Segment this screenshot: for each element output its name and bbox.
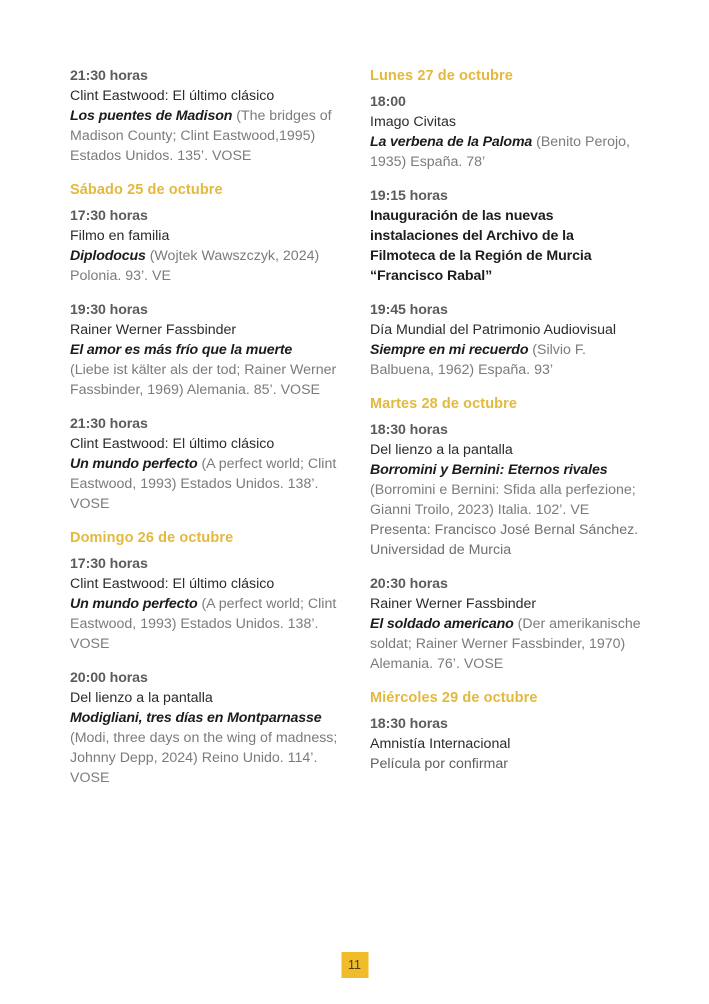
event-time: 18:00 <box>370 94 406 110</box>
event-time: 18:30 horas <box>370 716 448 732</box>
event-cycle: Del lienzo a la pantalla <box>70 690 213 706</box>
event-description <box>70 594 342 654</box>
event-cycle: Día Mundial del Patrimonio Audiovisual <box>370 322 617 338</box>
film-details: (The bridges of Madison County; Clint Eastwood,1995) Estados Unidos. 135’. VOSE <box>70 108 332 164</box>
event-time: 21:30 horas <box>70 68 148 84</box>
event-entry <box>370 300 642 380</box>
event-time: 20:30 horas <box>370 576 448 592</box>
film-title: Siempre en mi recuerdo <box>370 342 529 358</box>
event-status-text: Película por confirmar <box>370 756 508 772</box>
event-description <box>370 132 642 172</box>
event-description <box>70 106 342 166</box>
event-description <box>70 454 342 514</box>
film-details: (Benito Perojo, 1935) España. 78’ <box>370 134 630 170</box>
day-block <box>70 528 342 788</box>
event-time: 19:15 horas <box>370 188 448 204</box>
film-title: Modigliani, tres días en Montparnasse <box>70 710 322 726</box>
day-heading: Sábado 25 de octubre <box>70 182 223 198</box>
film-details: (Wojtek Wawszczyk, 2024) Polonia. 93’. VE <box>70 248 320 284</box>
event-cycle: Amnistía Internacional <box>370 736 511 752</box>
day-block <box>70 180 342 514</box>
film-details: (Silvio F. Balbuena, 1962) España. 93’ <box>370 342 586 378</box>
film-title: El amor es más frío que la muerte <box>70 342 293 358</box>
event-entry <box>70 206 342 286</box>
event-time: 17:30 horas <box>70 556 148 572</box>
event-headline: Inauguración de las nuevas instalaciones del Archivo de la Filmoteca de la Región de Murcia “Francisco Rabal” <box>370 208 592 284</box>
event-cycle: Filmo en familia <box>70 228 170 244</box>
film-details: (A perfect world; Clint Eastwood, 1993) Estados Unidos. 138’. VOSE <box>70 596 337 652</box>
continuation-block <box>70 66 342 166</box>
event-entry <box>70 414 342 514</box>
event-entry <box>70 66 342 166</box>
event-entry <box>370 574 642 674</box>
event-time: 19:45 horas <box>370 302 448 318</box>
day-block <box>370 66 642 380</box>
day-heading: Miércoles 29 de octubre <box>370 690 538 706</box>
event-entry <box>370 714 642 774</box>
film-title: El soldado americano <box>370 616 514 632</box>
event-cycle: Rainer Werner Fassbinder <box>370 596 537 612</box>
event-entry <box>370 92 642 172</box>
day-heading: Lunes 27 de octubre <box>370 68 513 84</box>
film-details: (Modi, three days on the wing of madness; Johnny Depp, 2024) Reino Unido. 114’. VOSE <box>70 730 338 786</box>
right-column <box>370 66 642 774</box>
event-description <box>70 708 342 788</box>
film-details: (A perfect world; Clint Eastwood, 1993) Estados Unidos. 138’. VOSE <box>70 456 337 512</box>
event-description <box>70 340 342 400</box>
day-heading: Martes 28 de octubre <box>370 396 518 412</box>
event-time: 19:30 horas <box>70 302 148 318</box>
event-cycle: Clint Eastwood: El último clásico <box>70 576 275 592</box>
event-cycle: Rainer Werner Fassbinder <box>70 322 237 338</box>
event-time: 17:30 horas <box>70 208 148 224</box>
event-description <box>370 340 642 380</box>
event-entry <box>70 300 342 400</box>
film-title: Un mundo perfecto <box>70 456 198 472</box>
left-column <box>70 66 342 788</box>
event-entry <box>370 186 642 286</box>
film-title: Los puentes de Madison <box>70 108 233 124</box>
event-time: 20:00 horas <box>70 670 148 686</box>
program-columns <box>70 66 646 788</box>
event-presenter-note: Presenta: Francisco José Bernal Sánchez. Universidad de Murcia <box>370 522 639 558</box>
film-details: (Borromini e Bernini: Sfida alla perfezione; Gianni Troilo, 2023) Italia. 102’. VE <box>370 482 636 518</box>
event-description <box>70 246 342 286</box>
film-title: Borromini y Bernini: Eternos rivales <box>370 462 608 478</box>
film-details: (Liebe ist kälter als der tod; Rainer Werner Fassbinder, 1969) Alemania. 85’. VOSE <box>70 362 337 398</box>
event-time: 18:30 horas <box>370 422 448 438</box>
day-heading: Domingo 26 de octubre <box>70 530 234 546</box>
event-cycle: Imago Civitas <box>370 114 456 130</box>
event-cycle: Clint Eastwood: El último clásico <box>70 88 275 104</box>
event-cycle: Clint Eastwood: El último clásico <box>70 436 275 452</box>
film-title: Un mundo perfecto <box>70 596 198 612</box>
event-time: 21:30 horas <box>70 416 148 432</box>
event-entry <box>370 420 642 560</box>
film-title: La verbena de la Paloma <box>370 134 533 150</box>
event-description <box>370 460 642 520</box>
event-entry <box>70 554 342 654</box>
day-block <box>370 394 642 674</box>
film-title: Diplodocus <box>70 248 146 264</box>
page-number-badge: 11 <box>341 952 368 978</box>
film-details: (Der amerikanische soldat; Rainer Werner Fassbinder, 1970) Alemania. 76’. VOSE <box>370 616 641 672</box>
event-entry <box>70 668 342 788</box>
event-description <box>370 614 642 674</box>
day-block <box>370 688 642 774</box>
event-cycle: Del lienzo a la pantalla <box>370 442 513 458</box>
